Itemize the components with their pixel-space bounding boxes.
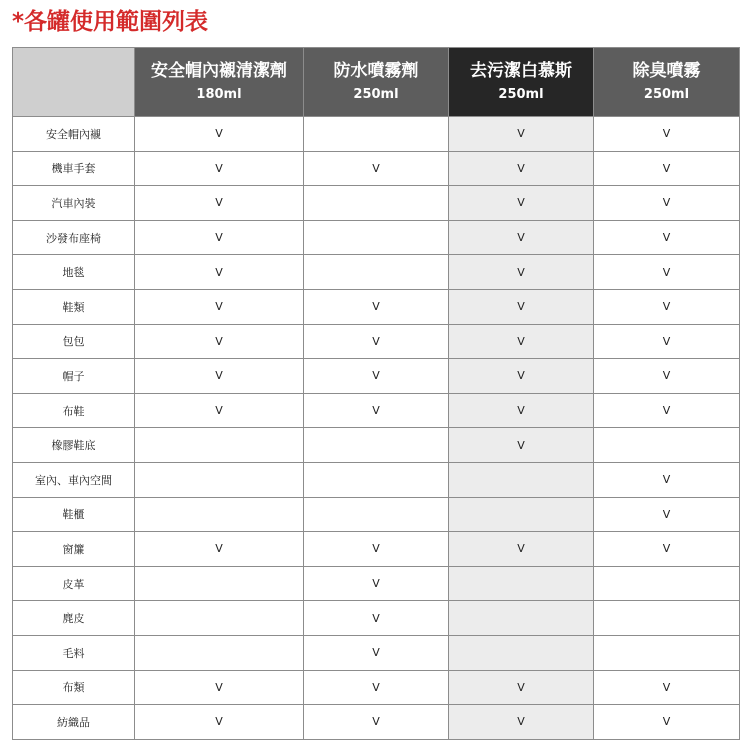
usage-mark-cell: V [594,186,740,221]
product-volume: 250ml [498,87,544,102]
table-row [13,359,740,394]
usage-mark-cell: V [304,670,449,705]
product-name: 安全帽內襯清潔劑 [151,61,287,81]
usage-mark-cell: V [135,220,304,255]
table-row [13,255,740,290]
usage-mark-cell: V [594,255,740,290]
usage-mark-cell: V [135,255,304,290]
usage-mark-cell [594,635,740,670]
product-header-1 [135,48,304,117]
usage-mark-cell: V [449,289,594,324]
row-label: 紡織品 [13,705,135,740]
usage-mark-cell [304,497,449,532]
usage-mark-cell [449,635,594,670]
usage-mark-cell: V [449,428,594,463]
usage-mark-cell: V [449,324,594,359]
usage-mark-cell: V [304,324,449,359]
usage-mark-cell: V [304,601,449,636]
usage-mark-cell [594,566,740,601]
product-volume: 180ml [196,87,242,102]
usage-mark-cell [304,186,449,221]
usage-mark-cell: V [449,255,594,290]
usage-mark-cell [304,255,449,290]
row-label: 麂皮 [13,601,135,636]
usage-mark-cell [449,566,594,601]
usage-mark-cell [135,601,304,636]
row-label: 布類 [13,670,135,705]
table-row [13,497,740,532]
product-header-4 [594,48,740,117]
usage-mark-cell [135,635,304,670]
usage-mark-cell: V [135,359,304,394]
usage-mark-cell: V [594,289,740,324]
usage-mark-cell [594,601,740,636]
usage-table [12,47,740,740]
row-label: 沙發布座椅 [13,220,135,255]
usage-mark-cell: V [594,359,740,394]
header-row [13,48,740,117]
table-body [13,117,740,740]
usage-mark-cell [135,497,304,532]
row-label: 布鞋 [13,393,135,428]
table-row [13,117,740,152]
product-name: 去污潔白慕斯 [470,61,572,81]
usage-mark-cell: V [135,532,304,567]
usage-mark-cell: V [594,117,740,152]
usage-mark-cell: V [304,566,449,601]
usage-mark-cell [449,497,594,532]
row-label: 毛料 [13,635,135,670]
product-header-3 [449,48,594,117]
usage-mark-cell: V [449,393,594,428]
usage-mark-cell: V [135,186,304,221]
row-label: 包包 [13,324,135,359]
row-label: 橡膠鞋底 [13,428,135,463]
table-row [13,289,740,324]
row-label: 帽子 [13,359,135,394]
usage-mark-cell: V [449,220,594,255]
usage-mark-cell: V [135,393,304,428]
usage-mark-cell: V [304,289,449,324]
usage-mark-cell: V [135,289,304,324]
usage-mark-cell: V [449,705,594,740]
usage-mark-cell: V [304,393,449,428]
usage-mark-cell [304,220,449,255]
table-row [13,532,740,567]
usage-mark-cell: V [594,151,740,186]
usage-mark-cell: V [449,117,594,152]
usage-mark-cell [304,462,449,497]
usage-mark-cell: V [594,462,740,497]
row-label: 機車手套 [13,151,135,186]
table-row [13,324,740,359]
row-label: 皮革 [13,566,135,601]
corner-cell [13,48,135,117]
usage-mark-cell: V [594,670,740,705]
table-row [13,635,740,670]
row-label: 鞋櫃 [13,497,135,532]
product-volume: 250ml [353,87,399,102]
usage-mark-cell [449,601,594,636]
usage-mark-cell [304,117,449,152]
usage-mark-cell [304,428,449,463]
product-volume: 250ml [643,87,690,102]
product-name: 除臭噴霧 [632,61,701,81]
row-label: 汽車內裝 [13,186,135,221]
usage-mark-cell [135,428,304,463]
table-row [13,393,740,428]
row-label: 地毯 [13,255,135,290]
usage-mark-cell: V [304,151,449,186]
usage-mark-cell: V [304,635,449,670]
table-row [13,601,740,636]
usage-mark-cell [594,428,740,463]
usage-mark-cell: V [449,670,594,705]
table-row [13,462,740,497]
usage-mark-cell: V [594,220,740,255]
table-row [13,186,740,221]
usage-mark-cell: V [304,705,449,740]
row-label: 安全帽內襯 [13,117,135,152]
usage-mark-cell: V [594,532,740,567]
table-row [13,428,740,463]
table-row [13,566,740,601]
usage-mark-cell: V [594,497,740,532]
usage-mark-cell: V [594,393,740,428]
usage-mark-cell: V [304,532,449,567]
usage-mark-cell: V [594,324,740,359]
usage-mark-cell [135,462,304,497]
product-header-2 [304,48,449,117]
usage-mark-cell: V [135,151,304,186]
table-row [13,220,740,255]
row-label: 鞋類 [13,289,135,324]
table-row [13,705,740,740]
usage-mark-cell [449,462,594,497]
row-label: 窗簾 [13,532,135,567]
usage-mark-cell: V [449,532,594,567]
row-label: 室內、車內空間 [13,462,135,497]
usage-mark-cell: V [135,670,304,705]
page-title: *各罐使用範圍列表 [12,9,209,35]
usage-mark-cell: V [449,151,594,186]
usage-mark-cell: V [304,359,449,394]
table-row [13,151,740,186]
usage-mark-cell: V [135,117,304,152]
table-row [13,670,740,705]
usage-mark-cell: V [449,359,594,394]
usage-mark-cell: V [135,705,304,740]
usage-mark-cell: V [449,186,594,221]
usage-mark-cell [135,566,304,601]
usage-mark-cell: V [594,705,740,740]
product-name: 防水噴霧劑 [333,61,419,81]
usage-mark-cell: V [135,324,304,359]
